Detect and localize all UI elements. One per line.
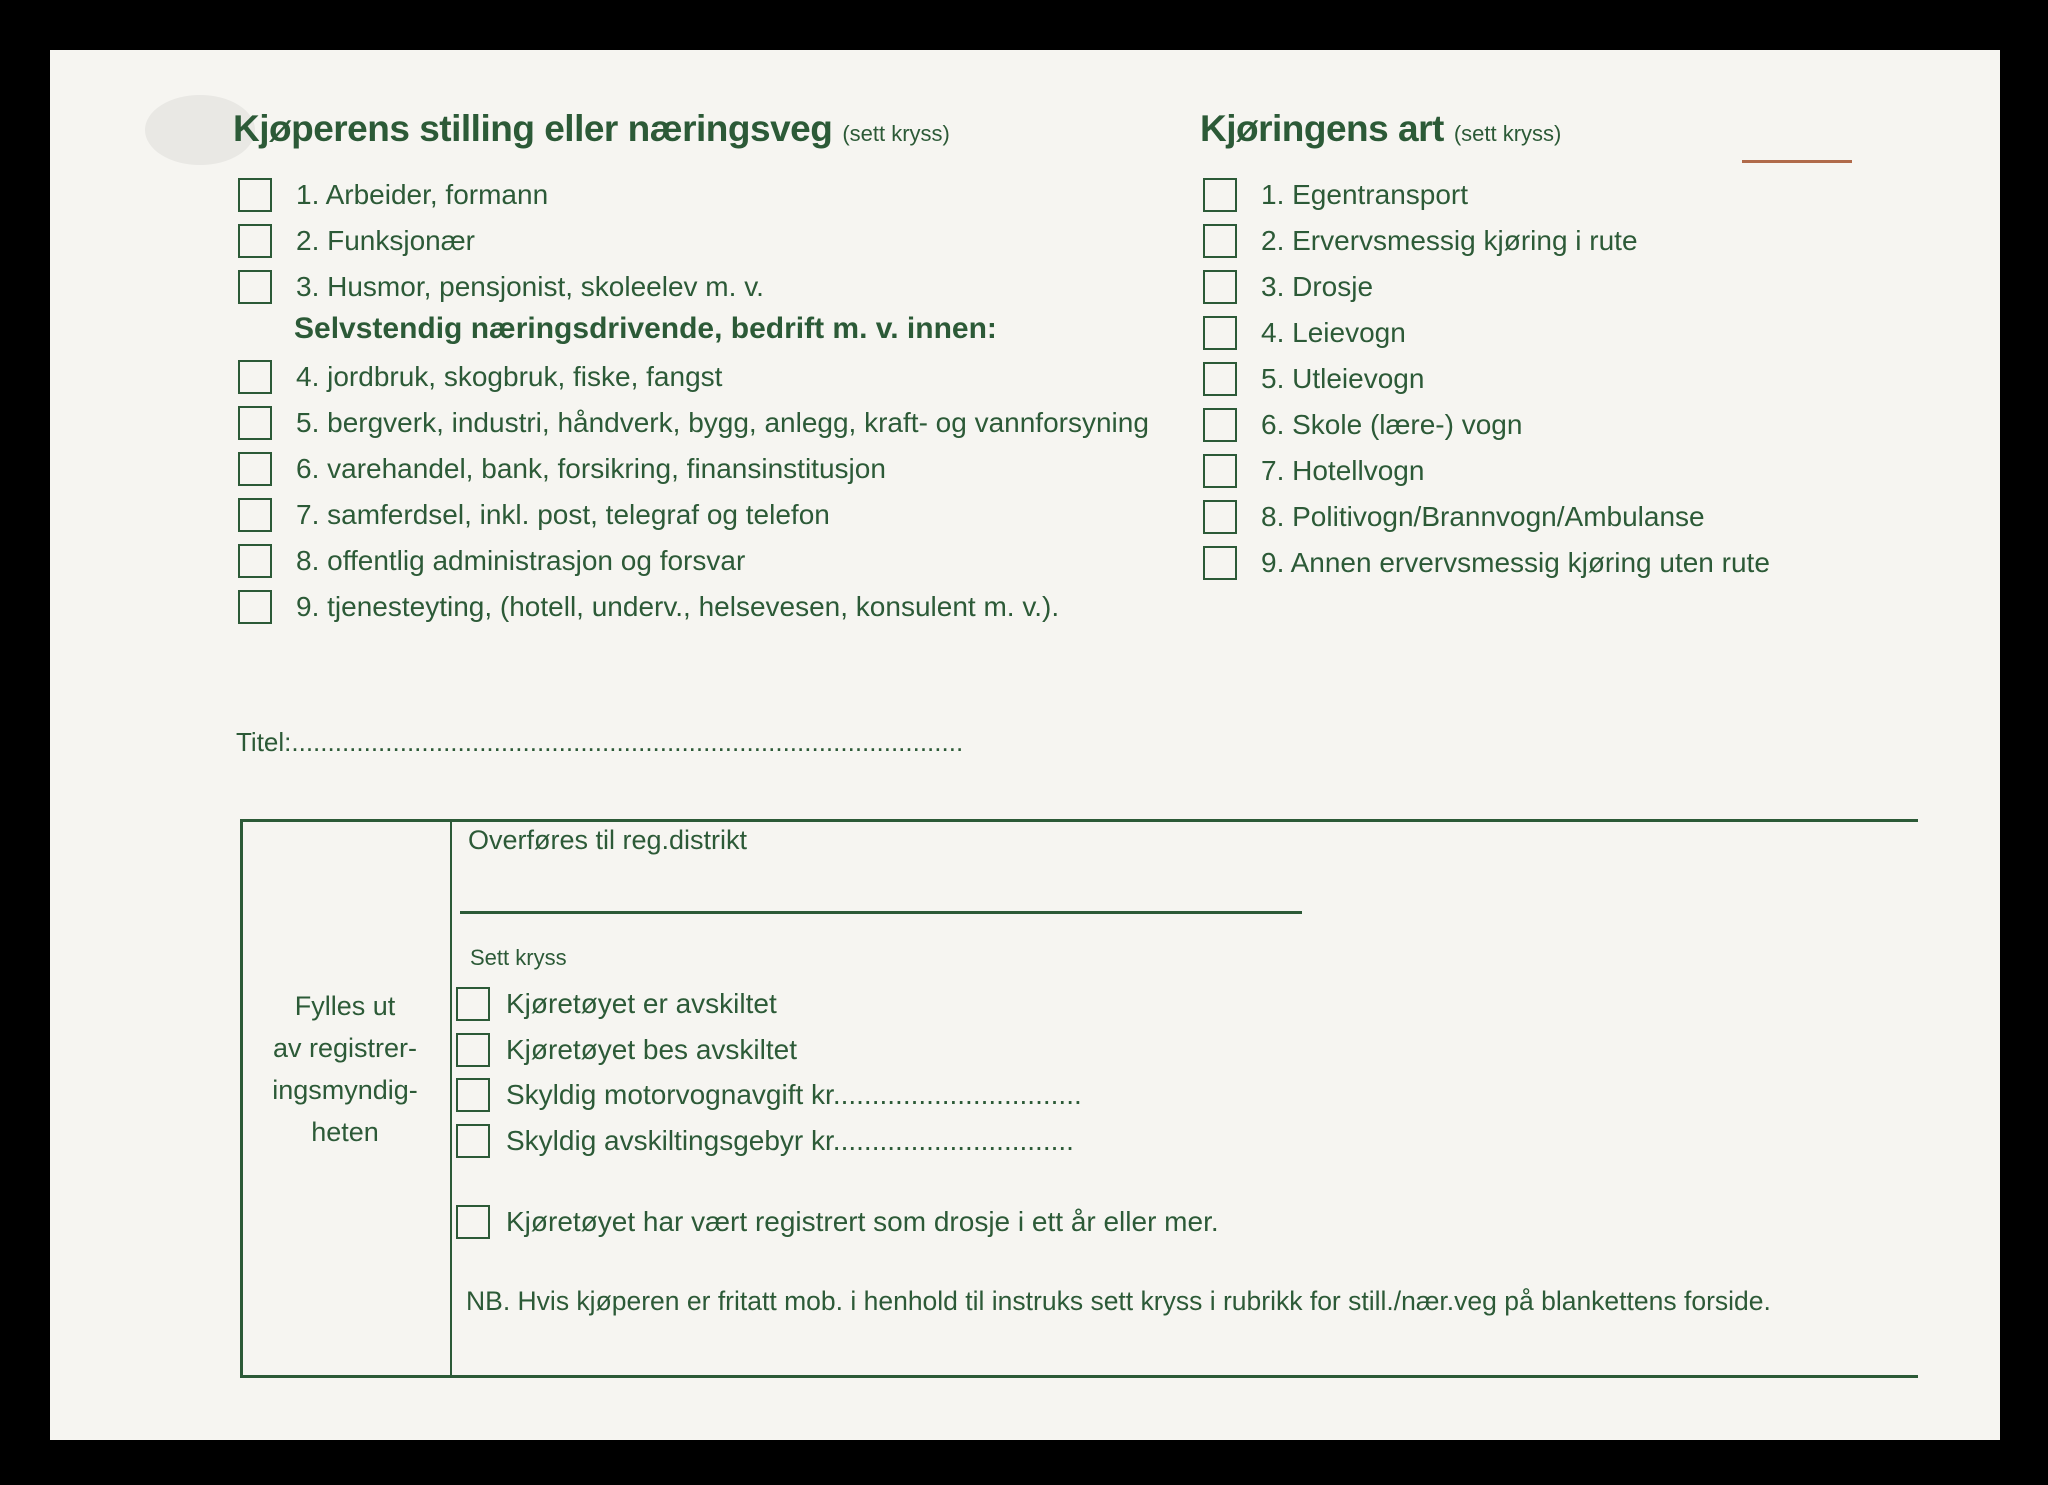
- checkbox[interactable]: [1203, 500, 1237, 534]
- left-heading-note: (sett kryss): [842, 121, 950, 146]
- form-sheet: [50, 50, 2000, 1440]
- checkbox[interactable]: [238, 178, 272, 212]
- check-label: Skyldig motorvognavgift kr................................: [506, 1079, 1082, 1110]
- option-label: 5. Utleievogn: [1261, 363, 1425, 394]
- right-heading-note: (sett kryss): [1453, 121, 1562, 146]
- option-label: 6. varehandel, bank, forsikring, finansinstitusjon: [296, 453, 886, 484]
- left-option-4[interactable]: [238, 357, 722, 397]
- side-line-4: heten: [311, 1117, 379, 1147]
- checkbox[interactable]: [456, 1078, 490, 1112]
- option-label: 2. Ervervsmessig kjøring i rute: [1261, 225, 1638, 256]
- checkbox[interactable]: [1203, 546, 1237, 580]
- right-option-2[interactable]: [1203, 221, 1638, 261]
- option-label: 3. Drosje: [1261, 271, 1374, 302]
- left-option-9[interactable]: [238, 587, 1059, 627]
- check-motorvognavgift[interactable]: [456, 1075, 1082, 1115]
- box-bottom-rule: [240, 1375, 1918, 1378]
- sett-kryss-label: Sett kryss: [470, 945, 567, 970]
- checkbox[interactable]: [238, 498, 272, 532]
- option-label: 6. Skole (lære-) vogn: [1261, 409, 1523, 440]
- left-option-6[interactable]: [238, 449, 886, 489]
- option-label: 9. tjenesteyting, (hotell, underv., helsevesen, konsulent m. v.).: [296, 591, 1060, 622]
- option-label: 3. Husmor, pensjonist, skoleelev m. v.: [296, 271, 764, 302]
- checkbox[interactable]: [456, 1205, 490, 1239]
- side-label: [245, 985, 445, 1153]
- transfer-line[interactable]: [460, 911, 1302, 914]
- option-label: 4. Leievogn: [1261, 317, 1406, 348]
- checkbox[interactable]: [238, 224, 272, 258]
- option-label: 9. Annen ervervsmessig kjøring uten rute: [1261, 547, 1770, 578]
- titel-field[interactable]: Titel:.............................................................................................: [236, 727, 964, 757]
- check-bes-avskiltet[interactable]: [456, 1030, 797, 1070]
- option-label: 7. Hotellvogn: [1261, 455, 1425, 486]
- checkbox[interactable]: [1203, 408, 1237, 442]
- option-label: 4. jordbruk, skogbruk, fiske, fangst: [296, 361, 723, 392]
- right-heading: [1200, 108, 1561, 150]
- check-drosje[interactable]: [456, 1202, 1219, 1242]
- box-left-rule: [240, 819, 243, 1378]
- left-option-3[interactable]: [238, 267, 764, 307]
- checkbox[interactable]: [238, 270, 272, 304]
- side-line-1: Fylles ut: [294, 991, 396, 1021]
- left-option-5[interactable]: [238, 403, 1149, 443]
- right-option-7[interactable]: [1203, 451, 1424, 491]
- checkbox[interactable]: [456, 987, 490, 1021]
- left-option-1[interactable]: [238, 175, 548, 215]
- checkbox[interactable]: [456, 1124, 490, 1158]
- right-option-8[interactable]: [1203, 497, 1705, 537]
- right-option-1[interactable]: [1203, 175, 1468, 215]
- check-avskiltet[interactable]: [456, 984, 777, 1024]
- checkbox[interactable]: [1203, 270, 1237, 304]
- checkbox[interactable]: [456, 1033, 490, 1067]
- checkbox[interactable]: [238, 452, 272, 486]
- right-option-9[interactable]: [1203, 543, 1770, 583]
- check-label: Kjøretøyet er avskiltet: [506, 988, 777, 1019]
- check-avskiltingsgebyr[interactable]: [456, 1121, 1074, 1161]
- option-label: 1. Egentransport: [1261, 179, 1469, 210]
- checkbox[interactable]: [1203, 362, 1237, 396]
- option-label: 8. Politivogn/Brannvogn/Ambulanse: [1261, 501, 1705, 532]
- check-label: Skyldig avskiltingsgebyr kr...............................: [506, 1125, 1074, 1156]
- transfer-label: Overføres til reg.distrikt: [468, 825, 748, 855]
- checkbox[interactable]: [1203, 178, 1237, 212]
- check-label: Kjøretøyet har vært registrert som drosje i ett år eller mer.: [506, 1206, 1219, 1237]
- option-label: 8. offentlig administrasjon og forsvar: [296, 545, 746, 576]
- left-option-2[interactable]: [238, 221, 475, 261]
- left-option-7[interactable]: [238, 495, 830, 535]
- left-heading-text: Kjøperens stilling eller næringsveg: [233, 108, 833, 149]
- right-option-4[interactable]: [1203, 313, 1406, 353]
- side-line-2: av registrer-: [272, 1033, 418, 1063]
- right-heading-text: Kjøringens art: [1200, 108, 1444, 149]
- checkbox[interactable]: [1203, 454, 1237, 488]
- checkbox[interactable]: [1203, 316, 1237, 350]
- box-top-rule: [240, 819, 1918, 822]
- left-subheading: Selvstendig næringsdrivende, bedrift m. v. innen:: [294, 312, 997, 345]
- option-label: 5. bergverk, industri, håndverk, bygg, anlegg, kraft- og vannforsyning: [296, 407, 1149, 438]
- right-option-3[interactable]: [1203, 267, 1373, 307]
- red-mark: [1742, 160, 1852, 163]
- option-label: 1. Arbeider, formann: [296, 179, 549, 210]
- left-option-8[interactable]: [238, 541, 745, 581]
- check-label: Kjøretøyet bes avskiltet: [506, 1034, 797, 1065]
- box-divider: [450, 819, 452, 1378]
- right-option-6[interactable]: [1203, 405, 1522, 445]
- left-heading: [233, 108, 950, 150]
- checkbox[interactable]: [238, 590, 272, 624]
- checkbox[interactable]: [238, 360, 272, 394]
- nb-note: NB. Hvis kjøperen er fritatt mob. i henhold til instruks sett kryss i rubrikk for still./nær.veg på blankettens forside.: [466, 1286, 1771, 1316]
- side-line-3: ingsmyndig-: [272, 1075, 418, 1105]
- option-label: 7. samferdsel, inkl. post, telegraf og telefon: [296, 499, 830, 530]
- option-label: 2. Funksjonær: [296, 225, 475, 256]
- right-option-5[interactable]: [1203, 359, 1424, 399]
- checkbox[interactable]: [1203, 224, 1237, 258]
- checkbox[interactable]: [238, 406, 272, 440]
- checkbox[interactable]: [238, 544, 272, 578]
